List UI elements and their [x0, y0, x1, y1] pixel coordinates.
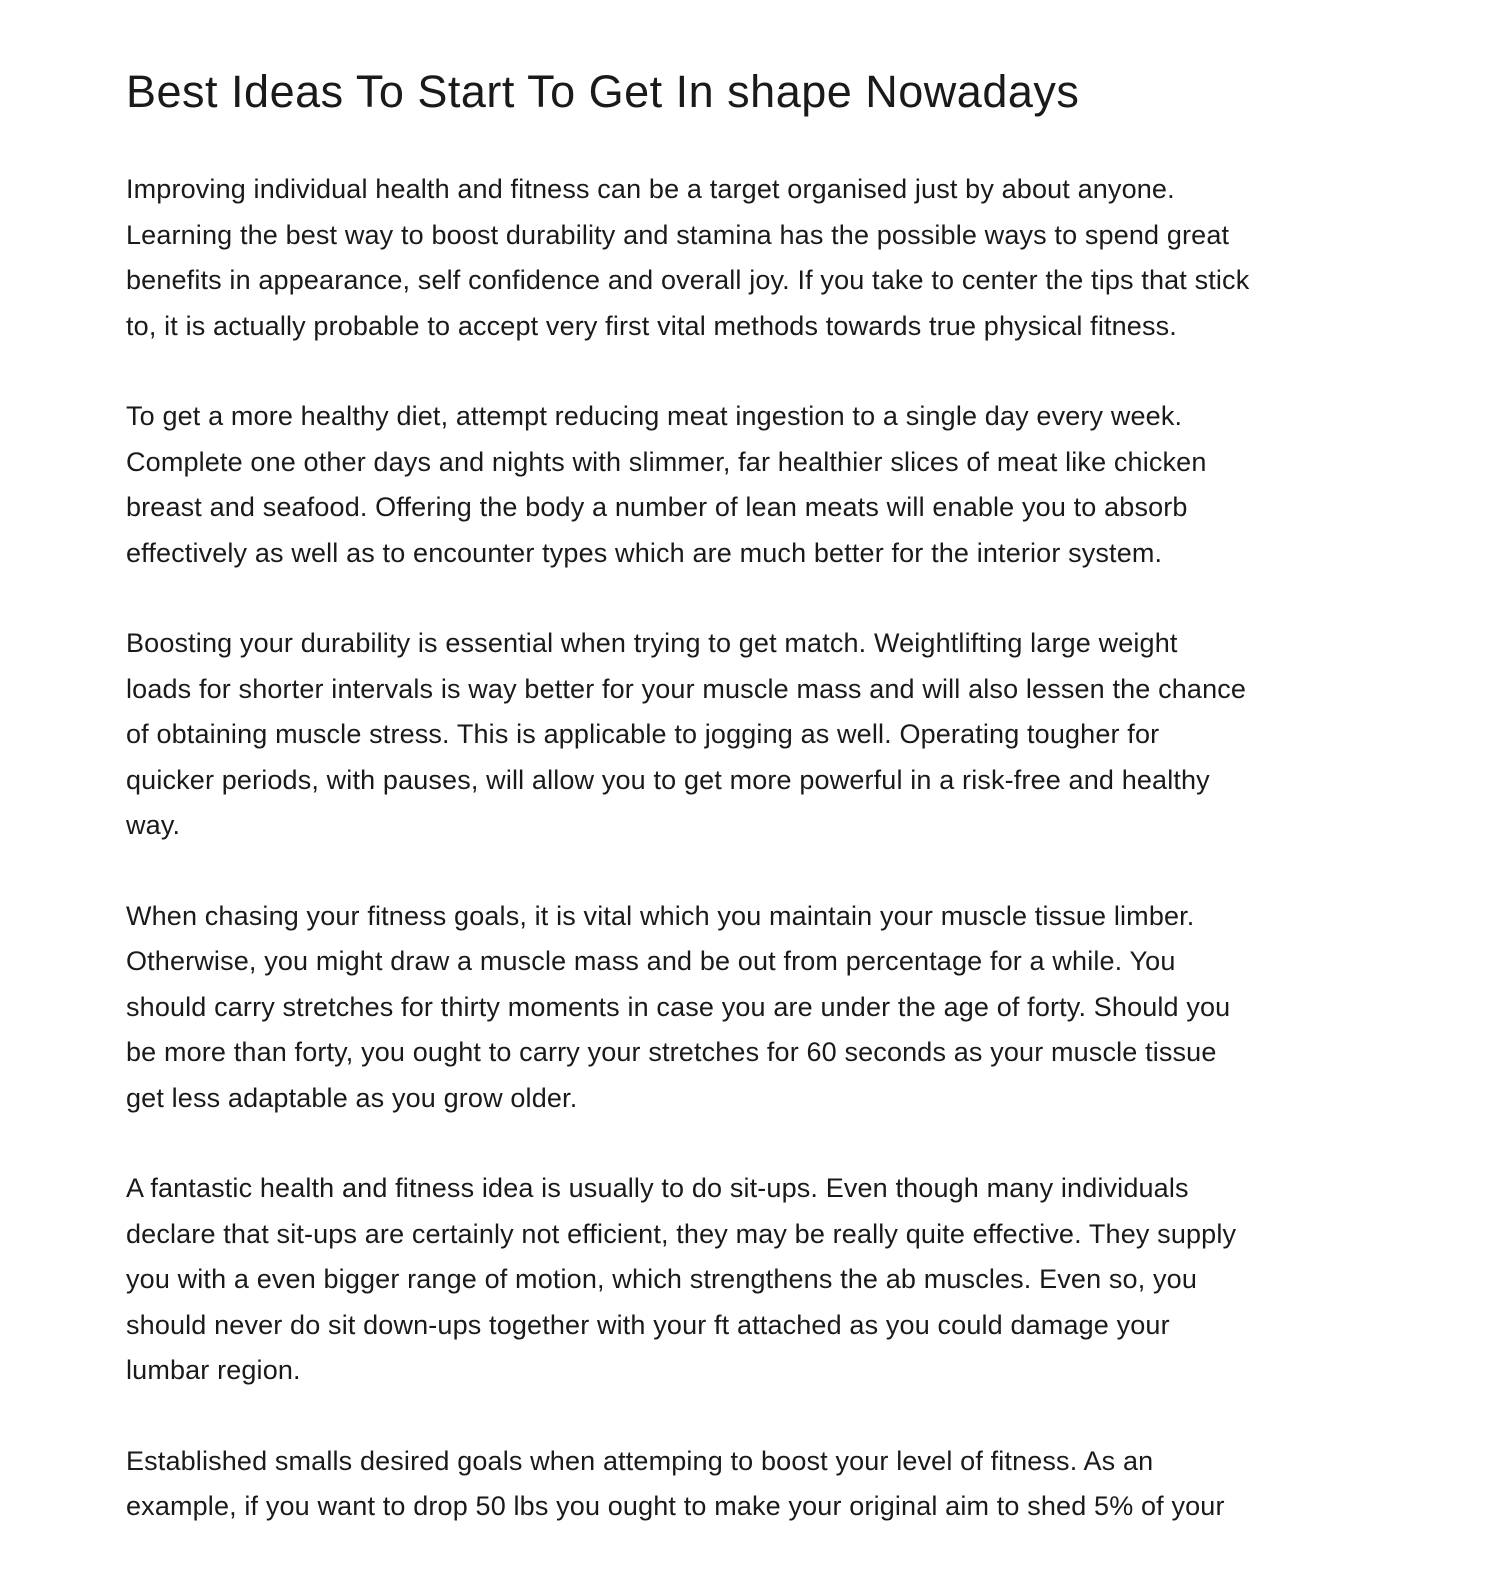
text-line: benefits in appearance, self confidence and overall joy. If you take to center the tips that stick	[126, 265, 1250, 295]
text-line: Improving individual health and fitness can be a target organised just by about anyone.	[126, 174, 1175, 204]
text-line: Boosting your durability is essential when trying to get match. Weightlifting large weight	[126, 628, 1178, 658]
text-line: lumbar region.	[126, 1355, 301, 1385]
text-line: be more than forty, you ought to carry your stretches for 60 seconds as your muscle tissue	[126, 1037, 1217, 1067]
text-line: A fantastic health and fitness idea is usually to do sit-ups. Even though many individuals	[126, 1173, 1189, 1203]
text-line: When chasing your fitness goals, it is vital which you maintain your muscle tissue limber.	[126, 900, 1195, 931]
text-line: way.	[126, 810, 181, 840]
text-line: you with a even bigger range of motion, which strengthens the ab muscles. Even so, you	[126, 1264, 1198, 1294]
text-line: Complete one other days and nights with slimmer, far healthier slices of meat like chicken	[126, 446, 1207, 477]
text-line: To get a more healthy diet, attempt reducing meat ingestion to a single day every week.	[126, 401, 1183, 431]
paragraph-2	[126, 394, 1386, 576]
paragraph-4	[126, 894, 1386, 1122]
text-line: get less adaptable as you grow older.	[126, 1082, 578, 1113]
text-line: quicker periods, with pauses, will allow you to get more powerful in a risk-free and healthy	[126, 764, 1210, 795]
text-line: declare that sit-ups are certainly not efficient, they may be really quite effective. They supply	[126, 1218, 1237, 1249]
page-title: Best Ideas To Start To Get In shape Nowadays	[126, 66, 1080, 117]
paragraph-6	[126, 1439, 1386, 1530]
paragraph-1	[126, 167, 1386, 349]
text-line: of obtaining muscle stress. This is applicable to jogging as well. Operating tougher for	[126, 719, 1160, 749]
paragraph-5	[126, 1166, 1386, 1394]
text-line: effectively as well as to encounter types which are much better for the interior system.	[126, 537, 1163, 568]
text-line: should never do sit down-ups together with your ft attached as you could damage your	[126, 1309, 1170, 1340]
text-line: should carry stretches for thirty moments in case you are under the age of forty. Should you	[126, 991, 1231, 1022]
document-body	[126, 167, 1386, 1575]
text-line: Otherwise, you might draw a muscle mass and be out from percentage for a while. You	[126, 946, 1176, 976]
text-line: example, if you want to drop 50 lbs you ought to make your original aim to shed 5% of your	[126, 1491, 1225, 1521]
text-line: to, it is actually probable to accept very first vital methods towards true physical fitness.	[126, 310, 1177, 341]
text-line: Established smalls desired goals when attemping to boost your level of fitness. As an	[126, 1445, 1154, 1476]
text-line: loads for shorter intervals is way better for your muscle mass and will also lessen the chance	[126, 673, 1247, 704]
text-line: Learning the best way to boost durability and stamina has the possible ways to spend great	[126, 219, 1230, 250]
paragraph-3	[126, 621, 1386, 849]
text-line: breast and seafood. Offering the body a number of lean meats will enable you to absorb	[126, 492, 1188, 522]
